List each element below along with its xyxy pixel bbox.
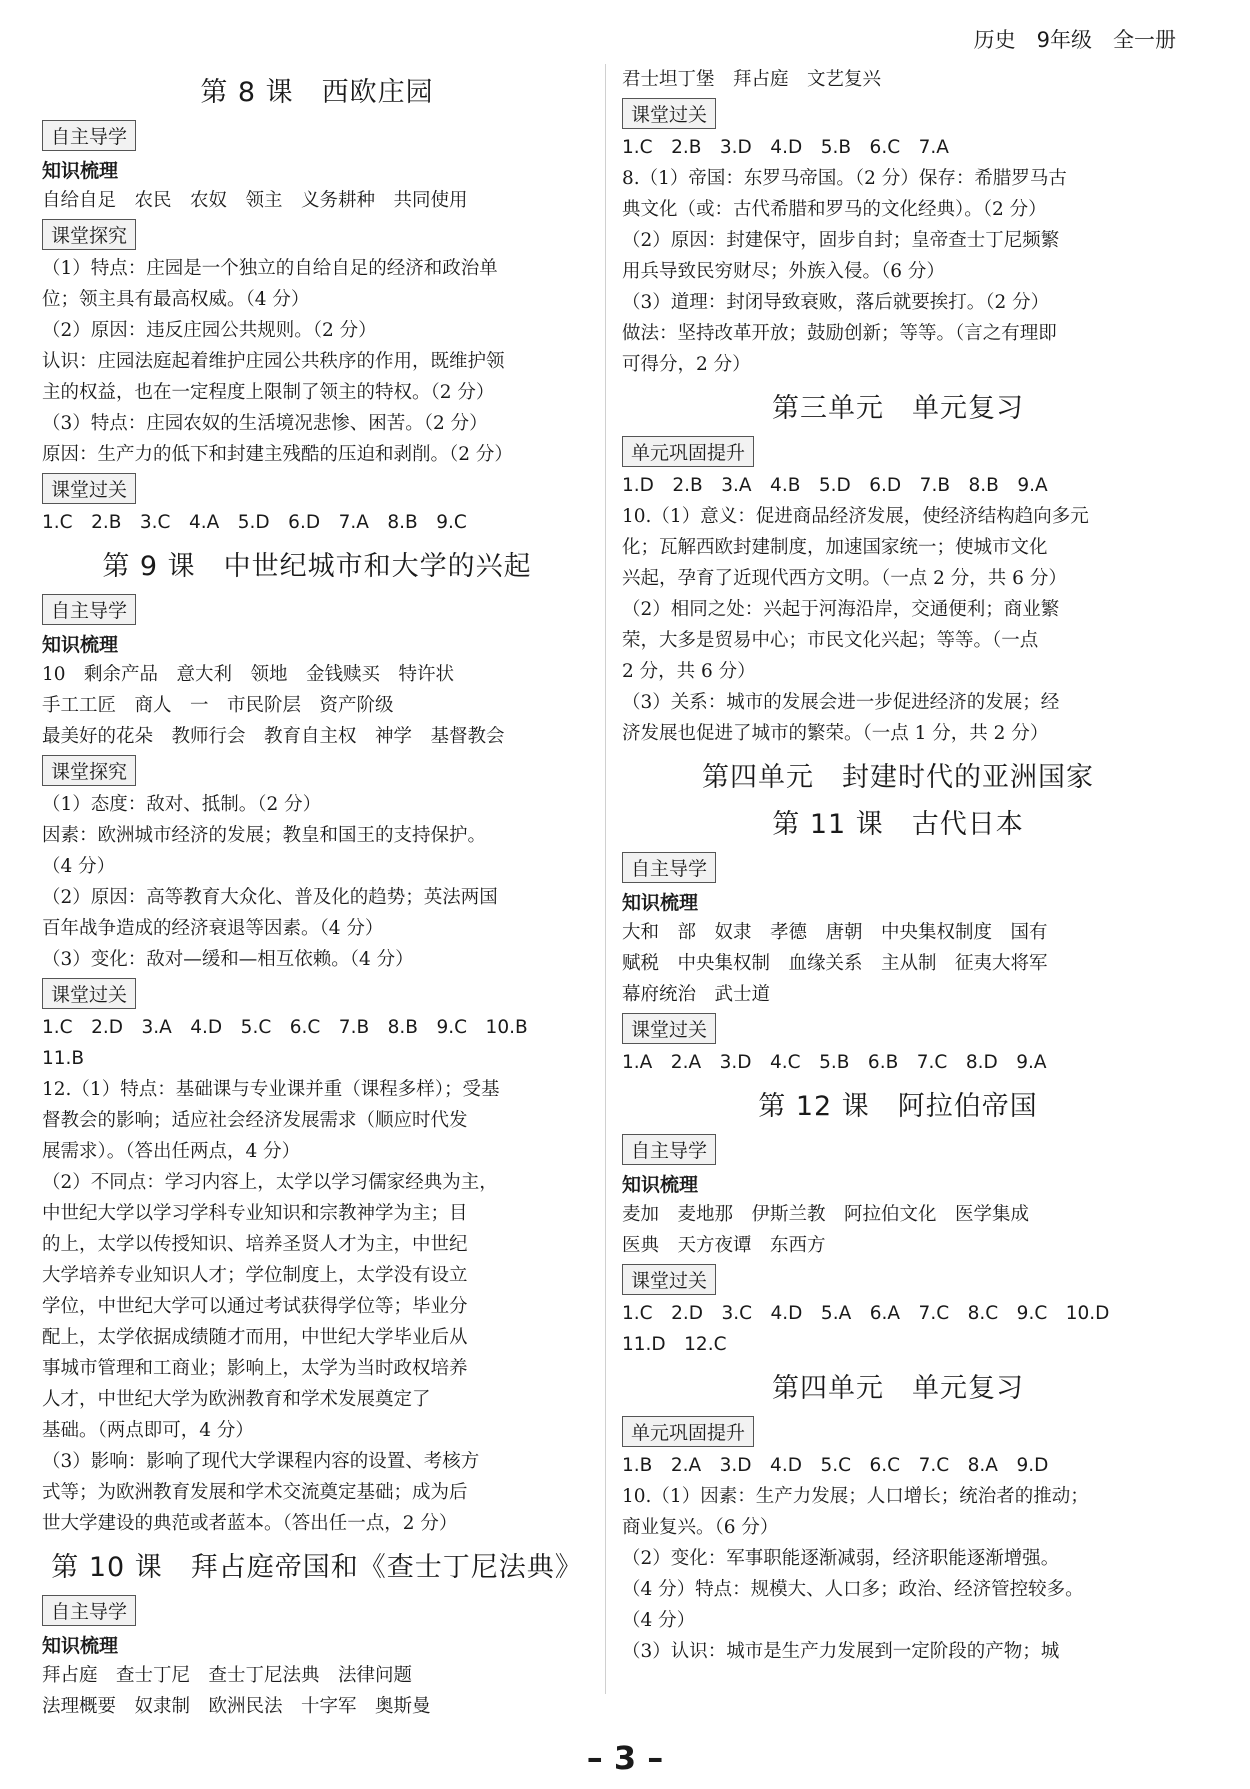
text-line: 督教会的影响；适应社会经济发展需求（顺应时代发 — [42, 1110, 468, 1131]
answer-line: 1.A 2.A 3.D 4.C 5.B 6.B 7.C 8.D 9.A — [622, 1052, 1047, 1073]
section-tag: 课堂探究 — [42, 219, 136, 250]
section-tag: 课堂过关 — [622, 98, 716, 129]
section-tag-row — [622, 95, 1174, 132]
section-tag: 单元巩固提升 — [622, 1416, 754, 1447]
text-line: 人才，中世纪大学为欧洲教育和学术发展奠定了 — [42, 1389, 431, 1410]
text-line: 事城市管理和工商业；影响上，太学为当时政权培养 — [42, 1358, 468, 1379]
page-number: – 3 – — [586, 1739, 664, 1777]
text-line: 商业复兴。（6 分） — [622, 1517, 779, 1538]
text-line: 基础。（两点即可，4 分） — [42, 1420, 254, 1441]
text-line: （2）原因：高等教育大众化、普及化的趋势；英法两国 — [42, 887, 498, 908]
text-line: 10 剩余产品 意大利 领地 金钱赎买 特许状 — [42, 664, 455, 685]
section-tag-row — [42, 1592, 592, 1629]
text-line: 麦加 麦地那 伊斯兰教 阿拉伯文化 医学集成 — [622, 1204, 1030, 1225]
text-line: （1）特点：庄园是一个独立的自给自足的经济和政治单 — [42, 258, 498, 279]
text-line: 兴起，孕育了近现代西方文明。（一点 2 分，共 6 分） — [622, 568, 1067, 589]
section-tag: 自主导学 — [622, 1134, 716, 1165]
text-line: （2）相同之处：兴起于河海沿岸，交通便利；商业繁 — [622, 599, 1060, 620]
text-line: 最美好的花朵 教师行会 教育自主权 神学 基督教会 — [42, 726, 505, 747]
text-line: 百年战争造成的经济衰退等因素。（4 分） — [42, 918, 384, 939]
section-tag-row — [622, 1261, 1174, 1298]
text-line: 君士坦丁堡 拜占庭 文艺复兴 — [622, 69, 882, 90]
text-line: （4 分） — [622, 1610, 696, 1631]
text-line: 自给自足 农民 农奴 领主 义务耕种 共同使用 — [42, 190, 468, 211]
subsection-title: 知识梳理 — [42, 1635, 119, 1657]
text-line: 的上，太学以传授知识、培养圣贤人才为主，中世纪 — [42, 1234, 468, 1255]
text-line: （2）变化：军事职能逐渐减弱，经济职能逐渐增强。 — [622, 1548, 1060, 1569]
answer-line: 1.B 2.A 3.D 4.D 5.C 6.C 7.C 8.A 9.D — [622, 1455, 1049, 1476]
text-line: （4 分）特点：规模大、人口多；政治、经济管控较多。 — [622, 1579, 1084, 1600]
section-tag-row — [42, 975, 592, 1012]
lesson-title: 第 10 课 拜占庭帝国和《查士丁尼法典》 — [51, 1552, 583, 1583]
lesson-title: 第四单元 单元复习 — [772, 1373, 1024, 1404]
subsection-title: 知识梳理 — [622, 892, 699, 914]
answer-line: 1.C 2.B 3.C 4.A 5.D 6.D 7.A 8.B 9.C — [42, 512, 467, 533]
text-line: （3）关系：城市的发展会进一步促进经济的发展；经 — [622, 692, 1060, 713]
text-line: 因素：欧洲城市经济的发展；教皇和国王的支持保护。 — [42, 825, 487, 846]
text-line: 用兵导致民穷财尽；外族入侵。（6 分） — [622, 261, 945, 282]
section-tag-row — [42, 591, 592, 628]
lesson-title: 第 9 课 中世纪城市和大学的兴起 — [102, 551, 532, 582]
text-line: 做法：坚持改革开放；鼓励创新；等等。（言之有理即 — [622, 323, 1057, 344]
section-tag: 课堂过关 — [622, 1264, 716, 1295]
text-line: （3）变化：敌对—缓和—相互依赖。（4 分） — [42, 949, 414, 970]
subsection-title: 知识梳理 — [42, 160, 119, 182]
section-tag: 课堂过关 — [42, 978, 136, 1009]
text-line: 典文化（或：古代希腊和罗马的文化经典）。（2 分） — [622, 199, 1047, 220]
text-line: 原因：生产力的低下和封建主残酷的压迫和剥削。（2 分） — [42, 444, 513, 465]
text-line: （3）道理：封闭导致衰败，落后就要挨打。（2 分） — [622, 292, 1050, 313]
lesson-title: 第 12 课 阿拉伯帝国 — [758, 1091, 1038, 1122]
text-line: （2）不同点：学习内容上，太学以学习儒家经典为主， — [42, 1172, 498, 1193]
lesson-title: 第四单元 封建时代的亚洲国家 — [702, 762, 1094, 793]
text-line: 展需求）。（答出任两点，4 分） — [42, 1141, 301, 1162]
section-tag-row — [42, 117, 592, 154]
section-tag-row — [42, 470, 592, 507]
section-tag-row — [42, 752, 592, 789]
text-line: 拜占庭 查士丁尼 查士丁尼法典 法律问题 — [42, 1665, 413, 1686]
text-line: 认识：庄园法庭起着维护庄园公共秩序的作用，既维护领 — [42, 351, 505, 372]
lesson-title: 第 8 课 西欧庄园 — [200, 77, 434, 108]
text-line: 2 分，共 6 分） — [622, 661, 756, 682]
text-line: 式等；为欧洲教育发展和学术交流奠定基础；成为后 — [42, 1482, 468, 1503]
page-header: 历史 9年级 全一册 — [973, 28, 1176, 52]
text-line: （1）态度：敌对、抵制。（2 分） — [42, 794, 322, 815]
lesson-title: 第 11 课 古代日本 — [772, 809, 1024, 840]
answer-line: 1.C 2.D 3.C 4.D 5.A 6.A 7.C 8.C 9.C 10.D — [622, 1303, 1110, 1324]
section-tag-row — [42, 216, 592, 253]
text-line: （4 分） — [42, 856, 116, 877]
text-line: 化；瓦解西欧封建制度，加速国家统一；使城市文化 — [622, 537, 1048, 558]
text-line: 学位，中世纪大学可以通过考试获得学位等；毕业分 — [42, 1296, 468, 1317]
section-tag-row — [622, 433, 1174, 470]
text-line: 10.（1）意义：促进商品经济发展，使经济结构趋向多元 — [622, 506, 1089, 527]
text-line: 医典 天方夜谭 东西方 — [622, 1235, 826, 1256]
text-line: 位；领主具有最高权威。（4 分） — [42, 289, 310, 310]
answer-line: 11.B — [42, 1048, 85, 1069]
column-divider — [605, 64, 606, 1694]
text-line: 荣，大多是贸易中心；市民文化兴起；等等。（一点 — [622, 630, 1039, 651]
section-tag-row — [622, 1131, 1174, 1168]
text-line: 主的权益，也在一定程度上限制了领主的特权。（2 分） — [42, 382, 495, 403]
text-line: （3）认识：城市是生产力发展到一定阶段的产物；城 — [622, 1641, 1060, 1662]
section-tag: 自主导学 — [42, 120, 136, 151]
answer-line: 1.C 2.B 3.D 4.D 5.B 6.C 7.A — [622, 137, 949, 158]
text-line: 手工工匠 商人 一 市民阶层 资产阶级 — [42, 695, 394, 716]
text-line: 8.（1）帝国：东罗马帝国。（2 分）保存：希腊罗马古 — [622, 168, 1067, 189]
text-line: 世大学建设的典范或者蓝本。（答出任一点，2 分） — [42, 1513, 458, 1534]
answer-line: 1.C 2.D 3.A 4.D 5.C 6.C 7.B 8.B 9.C 10.B — [42, 1017, 528, 1038]
right-column — [622, 64, 1174, 1667]
text-line: （3）特点：庄园农奴的生活境况悲惨、困苦。（2 分） — [42, 413, 488, 434]
section-tag-row — [622, 1413, 1174, 1450]
text-line: 大和 部 奴隶 孝德 唐朝 中央集权制度 国有 — [622, 922, 1048, 943]
text-line: 10.（1）因素：生产力发展；人口增长；统治者的推动； — [622, 1486, 1089, 1507]
text-line: （3）影响：影响了现代大学课程内容的设置、考核方 — [42, 1451, 480, 1472]
subsection-title: 知识梳理 — [42, 634, 119, 656]
left-column — [42, 64, 592, 1722]
text-line: 中世纪大学以学习学科专业知识和宗教神学为主；目 — [42, 1203, 468, 1224]
text-line: 大学培养专业知识人才；学位制度上，太学没有设立 — [42, 1265, 468, 1286]
text-line: 可得分，2 分） — [622, 354, 751, 375]
text-line: 配上，太学依据成绩随才而用，中世纪大学毕业后从 — [42, 1327, 468, 1348]
section-tag: 课堂探究 — [42, 755, 136, 786]
section-tag-row — [622, 1010, 1174, 1047]
text-line: 济发展也促进了城市的繁荣。（一点 1 分，共 2 分） — [622, 723, 1049, 744]
section-tag: 自主导学 — [42, 1595, 136, 1626]
section-tag: 单元巩固提升 — [622, 436, 754, 467]
text-line: 幕府统治 武士道 — [622, 984, 771, 1005]
text-line: （2）原因：违反庄园公共规则。（2 分） — [42, 320, 377, 341]
text-line: 赋税 中央集权制 血缘关系 主从制 征夷大将军 — [622, 953, 1048, 974]
section-tag-row — [622, 849, 1174, 886]
answer-line: 1.D 2.B 3.A 4.B 5.D 6.D 7.B 8.B 9.A — [622, 475, 1048, 496]
text-line: 法理概要 奴隶制 欧洲民法 十字军 奥斯曼 — [42, 1696, 431, 1717]
subsection-title: 知识梳理 — [622, 1174, 699, 1196]
text-line: （2）原因：封建保守，固步自封；皇帝查士丁尼频繁 — [622, 230, 1060, 251]
section-tag: 自主导学 — [622, 852, 716, 883]
section-tag: 课堂过关 — [42, 473, 136, 504]
section-tag: 课堂过关 — [622, 1013, 716, 1044]
section-tag: 自主导学 — [42, 594, 136, 625]
text-line: 12.（1）特点：基础课与专业课并重（课程多样）；受基 — [42, 1079, 500, 1100]
lesson-title: 第三单元 单元复习 — [772, 393, 1024, 424]
answer-line: 11.D 12.C — [622, 1334, 727, 1355]
